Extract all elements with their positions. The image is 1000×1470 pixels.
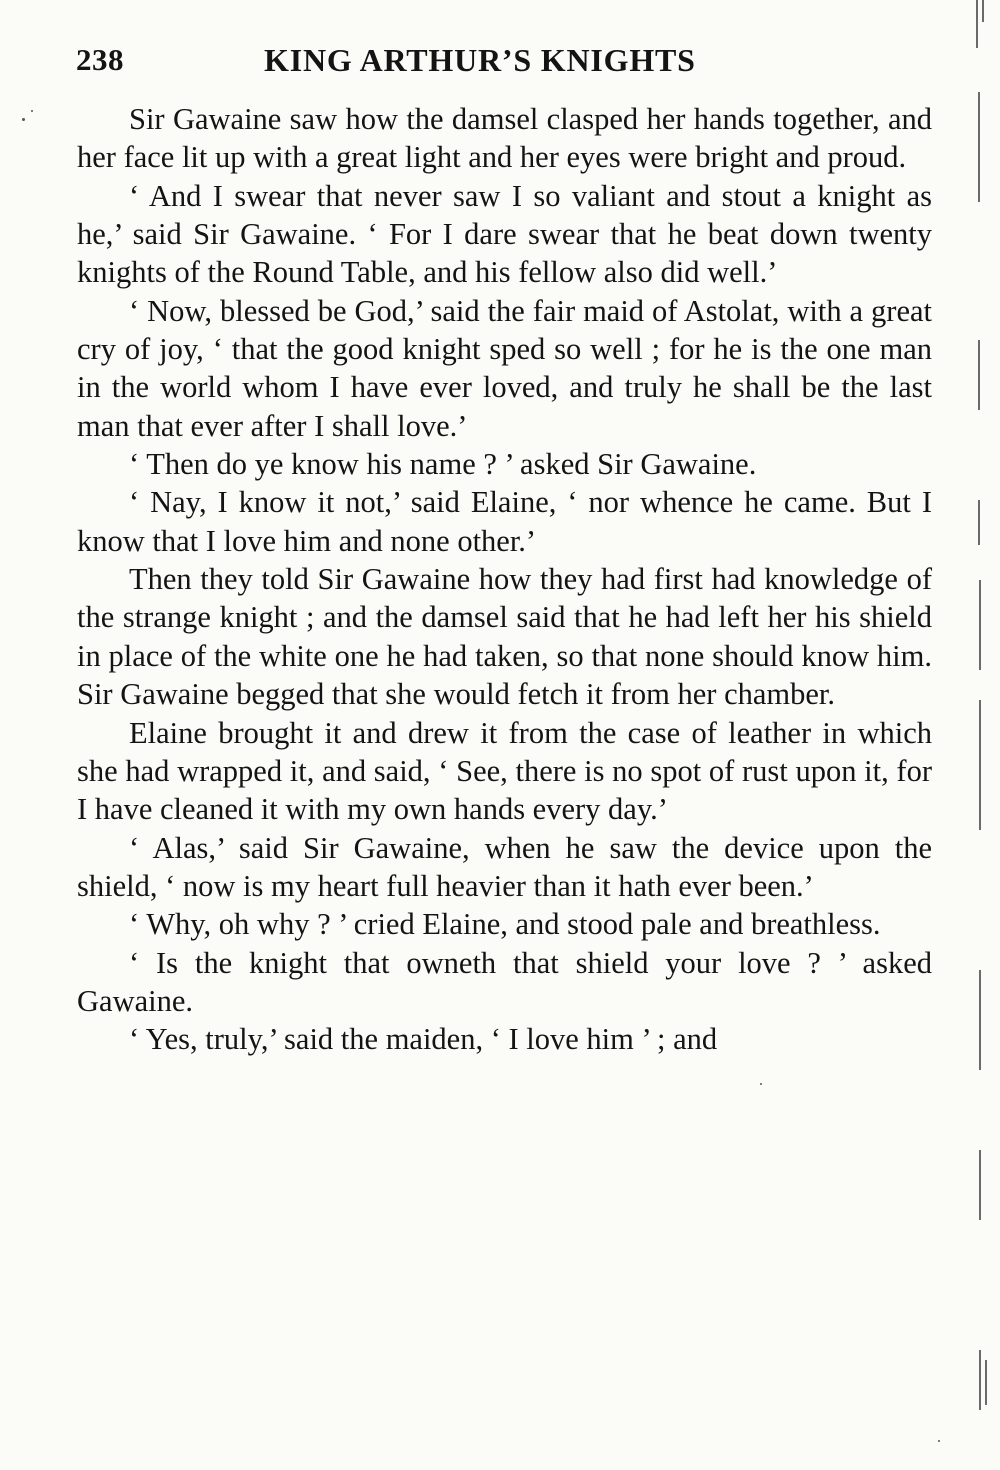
paragraph: Sir Gawaine saw how the damsel clasped her hands together, and her face lit up with a great light and her eyes were bright and proud. <box>77 102 932 175</box>
paragraph: ‘ Then do ye know his name ? ’ asked Sir Gawaine. <box>129 447 757 482</box>
body-text <box>77 100 932 1059</box>
paragraph: Elaine brought it and drew it from the case of leather in which she had wrapped it, and said, ‘ See, there is no spot of rust upon it, for I have cleaned it with my own hands every day.’ <box>77 715 932 827</box>
paragraph: Then they told Sir Gawaine how they had first had knowledge of the strange knight ; and the damsel said that he had left her his shield in place of the white one he had taken, so that none should know him. Sir Gawaine begged that she would fetch it from her chamber. <box>77 562 932 712</box>
paragraph: ‘ And I swear that never saw I so valiant and stout a knight as he,’ said Sir Gawaine. ‘ For I dare swear that he beat down twenty knights of the Round Table, and his fellow also did well.’ <box>77 178 932 290</box>
scan-speck <box>760 1083 762 1085</box>
scan-mark <box>979 970 981 1070</box>
scan-speck <box>31 110 33 112</box>
scan-mark <box>982 0 984 22</box>
page-number: 238 <box>76 42 124 77</box>
scan-mark <box>976 0 978 48</box>
scan-mark <box>978 340 980 410</box>
paragraph: ‘ Yes, truly,’ said the maiden, ‘ I love him ’ ; and <box>129 1022 718 1057</box>
scan-mark <box>979 580 981 670</box>
running-title: KING ARTHUR’S KNIGHTS <box>264 42 696 78</box>
scan-mark <box>979 1350 981 1410</box>
paragraph: ‘ Is the knight that owneth that shield your love ? ’ asked Gawaine. <box>77 945 932 1018</box>
scan-mark <box>979 700 981 830</box>
scan-mark <box>978 500 980 545</box>
page-header <box>76 42 836 86</box>
scan-speck <box>938 1440 940 1442</box>
scan-mark <box>985 1360 987 1405</box>
paragraph: ‘ Now, blessed be God,’ said the fair maid of Astolat, with a great cry of joy, ‘ that the good knight sped so well ; for he is the one man in the world whom I have ever loved, and truly he shall be the last man that ever after I shall love.’ <box>77 293 932 443</box>
scan-edge-marks <box>960 0 1000 1470</box>
scan-mark <box>978 92 980 202</box>
paragraph: ‘ Alas,’ said Sir Gawaine, when he saw the device upon the shield, ‘ now is my heart full heavier than it hath ever been.’ <box>77 830 932 903</box>
paragraph: ‘ Nay, I know it not,’ said Elaine, ‘ nor whence he came. But I know that I love him and none other.’ <box>77 485 932 558</box>
paragraph: ‘ Why, oh why ? ’ cried Elaine, and stood pale and breathless. <box>129 907 881 942</box>
scan-mark <box>979 1150 981 1220</box>
scan-speck <box>22 118 25 121</box>
